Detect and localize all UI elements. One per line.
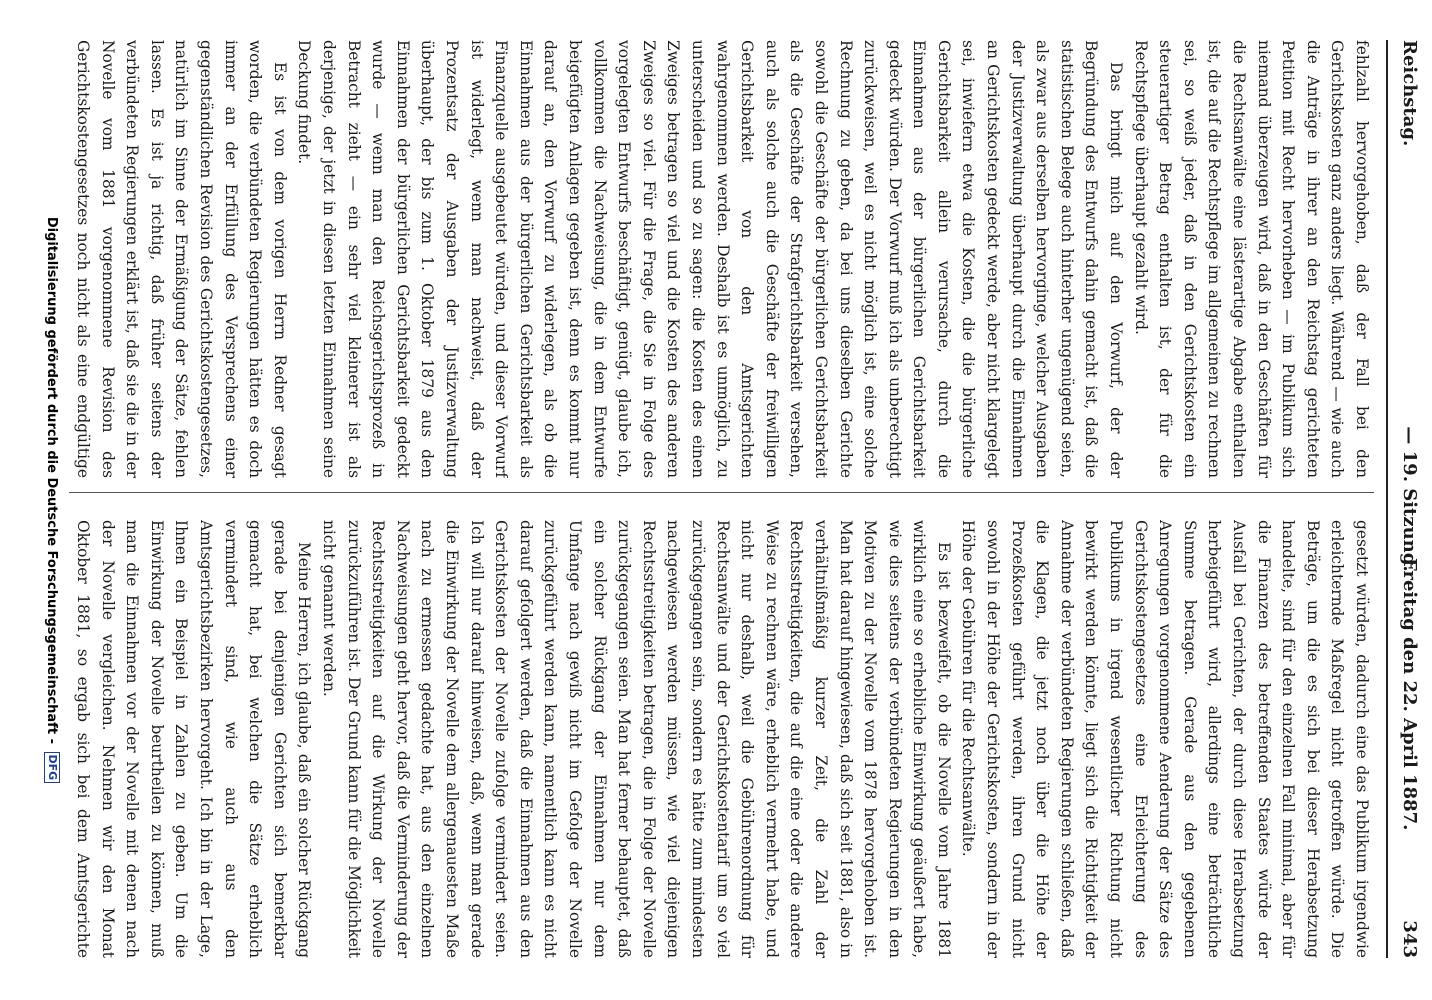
paragraph: Es ist von dem vorigen Herrn Redner gesagt worden, die verbündeten Regierungen hätten es doch immer an der Erfüllung des Versprechens einer gegenständlichen Revision des Gerichtskostengesetzes, natürlich im Sinne der Ermäßigung der Sätze, fehlen lassen. Es ist ja richtig, daß früher seitens der verbündeten Regierungen erklärt ist, daß sie die in der Novelle vom 1881 vorgenommene Revision des Gerichtskostengesetzes noch nicht als eine endgültige	[74, 40, 289, 478]
paragraph: Das bringt mich auf den Vorwurf, der der Begründung des Entwurfs dahin gemacht ist, daß die statistischen Belege auch hinterher ungenügend seien, als zwar aus derselben hervorginge, welcher Ausgaben der Justizverwaltung überhaupt durch die Einnahmen an Gerichtskosten gedeckt werde, aber nicht klargelegt sei, inwiefern etwa die Kosten, die die bürgerliche Gerichtsbarkeit allein verursache, durch die Einnahmen aus der bürgerlichen Gerichtsbarkeit gedeckt würden. Der Vorwurf muß ich als unberechtigt zurückweisen, weil es nicht möglich ist, eine solche Rechnung zu geben, da bei uns dieselben Gerichte sowohl die Geschäfte der bürgerlichen Gerichtsbarkeit als die Geschäfte der Strafgerichtsbarkeit versehen, auch als solche auch die Geschäfte der freiwilligen Gerichtsbarkeit von den Amtsgerichten wahrgenommen werden. Deshalb ist es unmöglich, zu unterscheiden und so zu sagen: die Kosten des einen Zweiges betragen so viel und die Kosten des anderen Zweiges so viel. Für die Frage, die Sie in Folge des vorgelegten Entwurfs beschäftigt, genügt, glaube ich, vollkommen die Nachweisung, die in dem Entwurfe beigefügten Anlagen gegeben ist, denn es kommt nur darauf an, den Vorwurf zu widerlegen, als ob die Einnahmen aus der bürgerlichen Gerichtsbarkeit als Finanzquelle ausgebeutet würden, und dieser Vorwurf ist widerlegt, wenn man nachweist, daß der Prozentsatz der Ausgaben der Justizverwaltung überhaupt, der bis zum 1. Oktober 1879 aus den Einnahmen der bürgerlichen Gerichtsbarkeit gedeckt wurde — wenn man den Reichsgerichtsprozeß in Betracht zieht — ein sehr viel kleinerer ist als derjenige, der jetzt in diesen letzten Einnahmen seine Deckung findet.	[295, 40, 1126, 478]
header-title: Reichstag.	[1399, 40, 1420, 147]
paragraph: Es ist bezweifelt, ob die Novelle vom Jahre 1881 wirklich eine so erhebliche Einwirkung geäußert habe, wie dies seitens der verbündeten Regierungen in den Motiven zu der Novelle vom 1878 hervorgehoben ist. Man hat darauf hingewiesen, daß sich seit 1881, also in verhältnißmäßig kurzer Zeit, die Zahl der Rechtsstreitigkeiten, die auf die eine oder die andere Weise zu rechnen wäre, erheblich vermehrt habe, und nicht nur deshalb, weil die Gebührenordnung für Rechtsanwälte und der Gerichtskostentarif um so viel zurückgegangen sein, sondern es hätte zum mindesten nachgewiesen werden müssen, wie viel diejenigen Rechtsstreitigkeiten betragen, die in Folge der Novelle zurückgegangen seien. Man hat ferner behauptet, daß ein solcher Rückgang der Einnahmen nur dem Umfange nach gewiß nicht im Gefolge der Novelle zurückgeführt werden kann, namentlich kann es nicht darauf gefolgert werden, daß die Einnahmen aus den Gerichtskosten der Novelle zufolge vermindert seien. Ich will nur darauf hinweisen, daß, wenn man gerade die Einwirkung der Novelle dem allergenauesten Maße nach zu ermessen gedachte hat, aus den einzelnen Nachweisungen geht hervor, daß die Verminderung der Rechtsstreitigkeiten auf die Wirkung der Novelle zurückzuführen ist. Der Grund kann für die Möglichkeit nicht genannt werden.	[320, 520, 953, 958]
text-column-right	[69, 520, 1374, 958]
paragraph: Meine Herren, ich glaube, daß ein solcher Rückgang gerade bei denjenigen Gerichten sich bemerkbar gemacht hat, bei welchen die Sätze erheblich vermindert sind, wie auch aus den Amtsgerichtsbezirken hervorgeht. Ich bin in der Lage, Ihnen ein Beispiel in Zahlen zu geben. Um die Einwirkung der Novelle beurtheilen zu können, muß man die Einnahmen vor der Novelle mit denen nach der Novelle vergleichen. Nehmen wir den Monat Oktober 1881, so ergab sich bei dem Amtsgerichte	[74, 520, 314, 958]
page-number: 343	[1399, 920, 1420, 958]
dfg-logo: DFG	[44, 752, 60, 784]
header-date: Freitag den 22. April 1887.	[1399, 558, 1420, 831]
paragraph: fehlzahl hervorgehoben, daß der Fall bei den Gerichtskosten ganz anders liegt. Während — wie auch die Anträge in ihrer an den Reichstag gerichteten Petition mit Recht hervorheben — im Publikum sich niemand überzeugen wird, daß in den Geschäften für die Rechtsanwälte eine lästerartige Abgabe enthalten ist, die auf die Rechtspflege im allgemeinen zu rechnen sei, so weiß jeder, daß in den Gerichtskosten ein steuerartiger Betrag enthalten ist, der für die Rechtspflege überhaupt gezahlt wird.	[1131, 40, 1371, 478]
text-column-left	[69, 40, 1374, 478]
paragraph: gesetzt würden, dadurch eine das Publikum irgendwie erleichternde Maßregel nicht getroffen würde. Die Beträge, um die es sich bei dieser Herabsetzung handelte, sind für den einzelnen Fall minimal, aber für die Finanzen des betreffenden Staates würde der Ausfall bei Gerichten, der durch diese Herabsetzung herbeigeführt wird, allerdings eine beträchtliche Summe betragen. Gerade aus den gegebenen Anregungen vorgenommene Aenderung der Sätze des Gerichtskostengesetzes eine Erleichterung des Publikums in irgend wesentlicher Richtung nicht bewirkt werden könnte, liegt sich die Richtigkeit der Annahme der verbündeten Regierungen schließen, daß die Klagen, die jetzt noch über die Höhe der Prozeßkosten geführt werden, ihren Grund nicht sowohl in der Höhe der Gerichtskosten, sondern in der Höhe der Gebühren für die Rechtsanwälte.	[959, 520, 1371, 958]
header-date-and-page	[1399, 558, 1420, 958]
digitization-text: Digitalisierung gefördert durch die Deutsche Forschungsgemeinschaft -	[44, 216, 60, 744]
digitization-credit	[38, 0, 60, 1000]
column-divider	[69, 492, 1374, 493]
page-header	[1394, 40, 1420, 958]
header-session: — 19. Sitzung.	[1399, 426, 1420, 572]
header-rule	[1386, 40, 1388, 958]
